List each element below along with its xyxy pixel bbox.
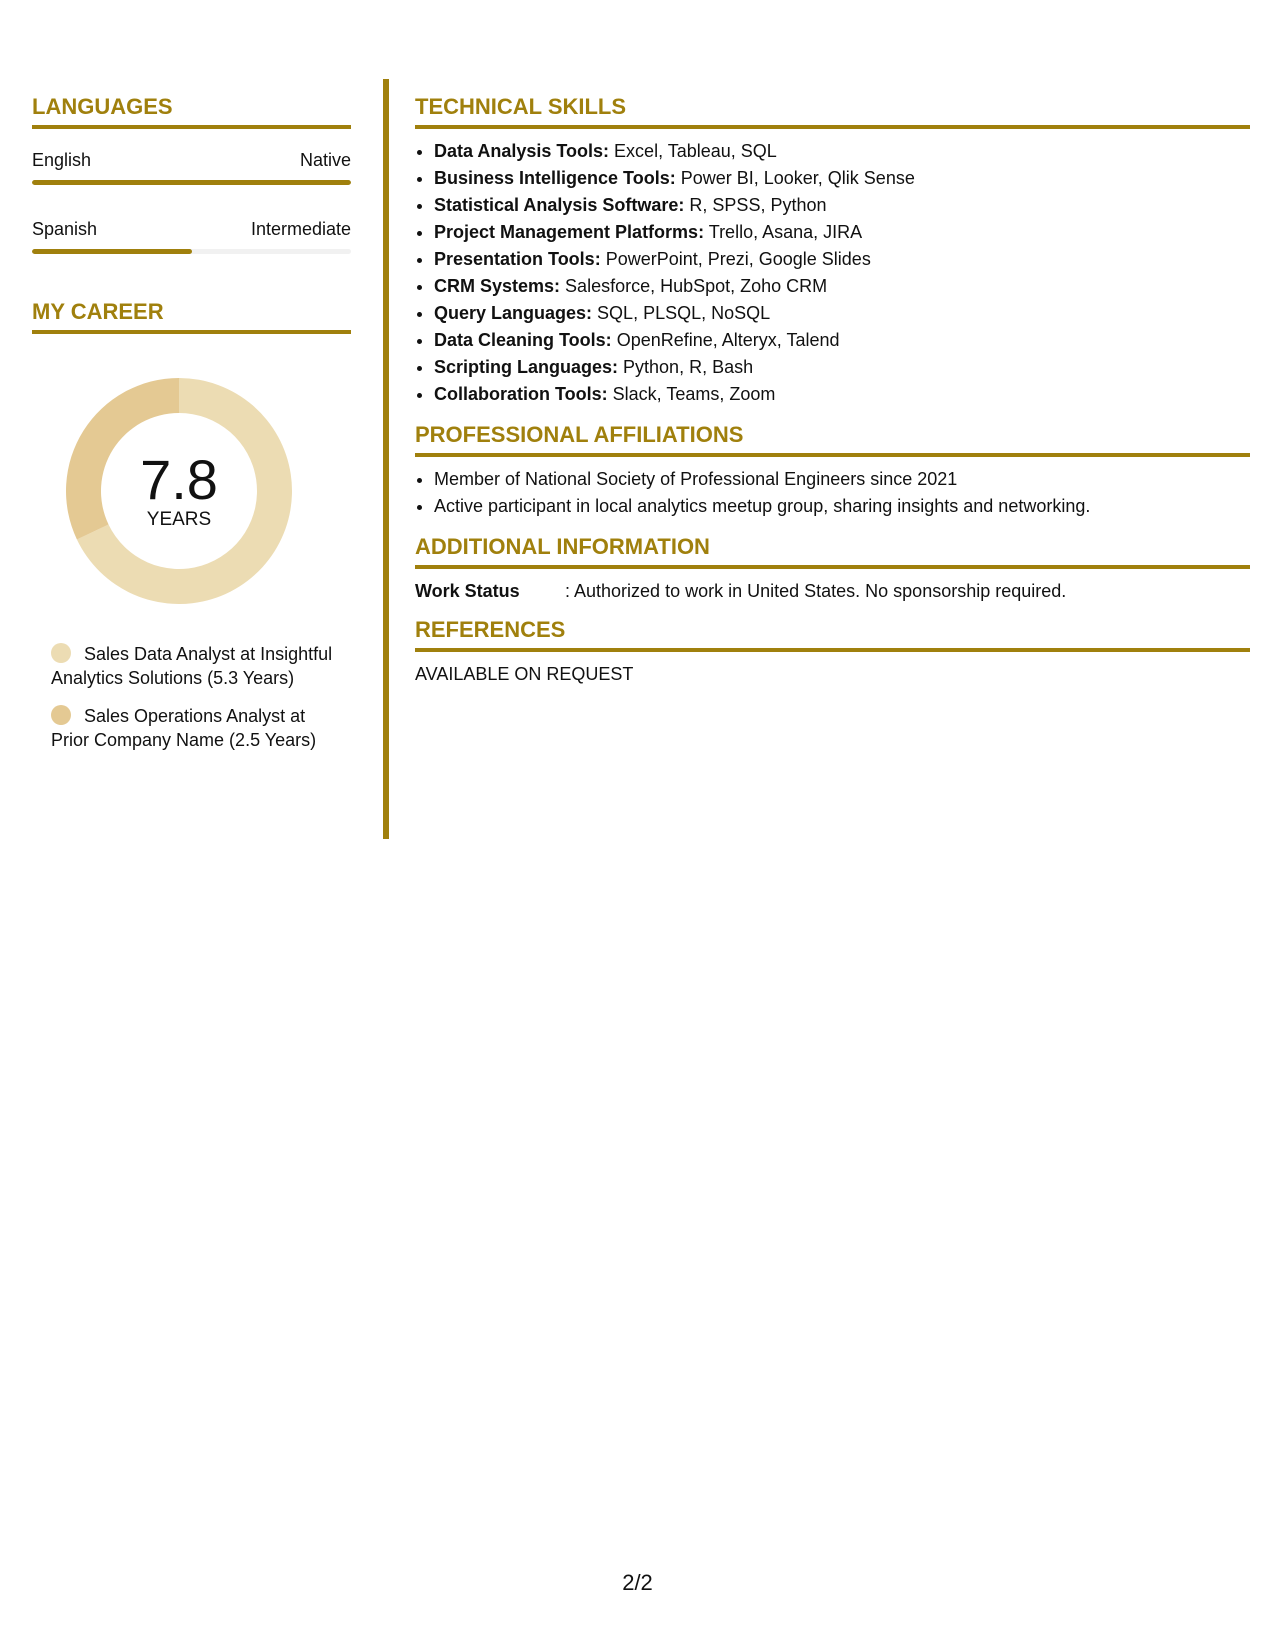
additional-info-section — [415, 534, 1250, 603]
skill-category: Collaboration Tools: — [434, 384, 608, 404]
work-status-value: : Authorized to work in United States. No sponsorship required. — [565, 581, 1067, 601]
skill-category: Project Management Platforms: — [434, 222, 705, 242]
language-proficiency-bar — [32, 249, 351, 254]
skill-category: Data Analysis Tools: — [434, 141, 610, 161]
affiliations-heading: PROFESSIONAL AFFILIATIONS — [415, 422, 1250, 457]
language-proficiency-fill — [32, 249, 192, 254]
career-total-unit: YEARS — [146, 509, 212, 530]
legend-dot-icon — [51, 643, 71, 663]
affiliation-item: • Member of National Society of Professional Engineers since 2021 — [434, 466, 1250, 493]
skill-item — [434, 381, 1250, 408]
skill-category: Presentation Tools: — [434, 249, 601, 269]
language-name: Spanish — [32, 219, 98, 239]
skill-category: Statistical Analysis Software: — [434, 195, 685, 215]
skill-item — [434, 354, 1250, 381]
languages-heading: LANGUAGES — [32, 94, 351, 129]
right-column — [415, 94, 1250, 700]
skill-values: Excel, Tableau, SQL — [609, 141, 777, 161]
language-item — [32, 218, 351, 254]
skill-item — [434, 327, 1250, 354]
skill-values: Python, R, Bash — [618, 357, 754, 377]
affiliation-item: • Active participant in local analytics meetup group, sharing insights and networking. — [434, 493, 1250, 520]
references-section — [415, 617, 1250, 686]
affiliations-section — [415, 422, 1250, 520]
skill-item — [434, 300, 1250, 327]
skill-category: Business Intelligence Tools: — [434, 168, 676, 188]
skill-item — [434, 138, 1250, 165]
career-donut-center — [66, 378, 292, 604]
work-status-row — [415, 579, 1250, 603]
career-legend-item — [51, 642, 341, 690]
language-proficiency-fill — [32, 180, 351, 185]
column-divider — [383, 79, 389, 839]
work-status-label: Work Status — [415, 581, 520, 601]
skill-values: Trello, Asana, JIRA — [704, 222, 863, 242]
language-proficiency-bar — [32, 180, 351, 185]
career-donut-chart — [66, 378, 292, 604]
skill-category: Query Languages: — [434, 303, 593, 323]
language-level: Intermediate — [250, 219, 351, 239]
skill-item — [434, 219, 1250, 246]
legend-dot-icon — [51, 705, 71, 725]
skill-values: OpenRefine, Alteryx, Talend — [611, 330, 840, 350]
technical-skills-list — [415, 138, 1250, 408]
skill-item — [434, 192, 1250, 219]
affiliations-list — [415, 466, 1250, 520]
skill-item — [434, 246, 1250, 273]
references-heading: REFERENCES — [415, 617, 1250, 652]
page-number: 2/2 — [622, 1570, 653, 1595]
references-text: AVAILABLE ON REQUEST — [415, 664, 634, 684]
skill-values: R, SPSS, Python — [684, 195, 827, 215]
skill-values: Power BI, Looker, Qlik Sense — [675, 168, 915, 188]
skill-category: Data Cleaning Tools: — [434, 330, 612, 350]
skill-values: Salesforce, HubSpot, Zoho CRM — [560, 276, 828, 296]
skill-item — [434, 165, 1250, 192]
left-column — [32, 94, 351, 766]
technical-skills-section — [415, 94, 1250, 408]
career-legend-item — [51, 704, 341, 752]
additional-info-heading: ADDITIONAL INFORMATION — [415, 534, 1250, 569]
career-legend — [51, 642, 341, 752]
language-list — [32, 149, 351, 254]
skill-values: SQL, PLSQL, NoSQL — [592, 303, 771, 323]
skill-category: CRM Systems: — [434, 276, 561, 296]
career-total-years: 7.8 — [140, 448, 218, 511]
language-level: Native — [299, 150, 351, 170]
career-legend-label: Sales Data Analyst at Insightful Analytics Solutions (5.3 Years) — [51, 644, 333, 688]
career-heading: MY CAREER — [32, 299, 351, 334]
language-name: English — [32, 150, 92, 170]
skill-category: Scripting Languages: — [434, 357, 619, 377]
technical-skills-heading: TECHNICAL SKILLS — [415, 94, 1250, 129]
skill-values: Slack, Teams, Zoom — [607, 384, 776, 404]
skill-item — [434, 273, 1250, 300]
language-item — [32, 149, 351, 185]
career-legend-label: Sales Operations Analyst at Prior Company Name (2.5 Years) — [51, 706, 317, 750]
skill-values: PowerPoint, Prezi, Google Slides — [600, 249, 871, 269]
